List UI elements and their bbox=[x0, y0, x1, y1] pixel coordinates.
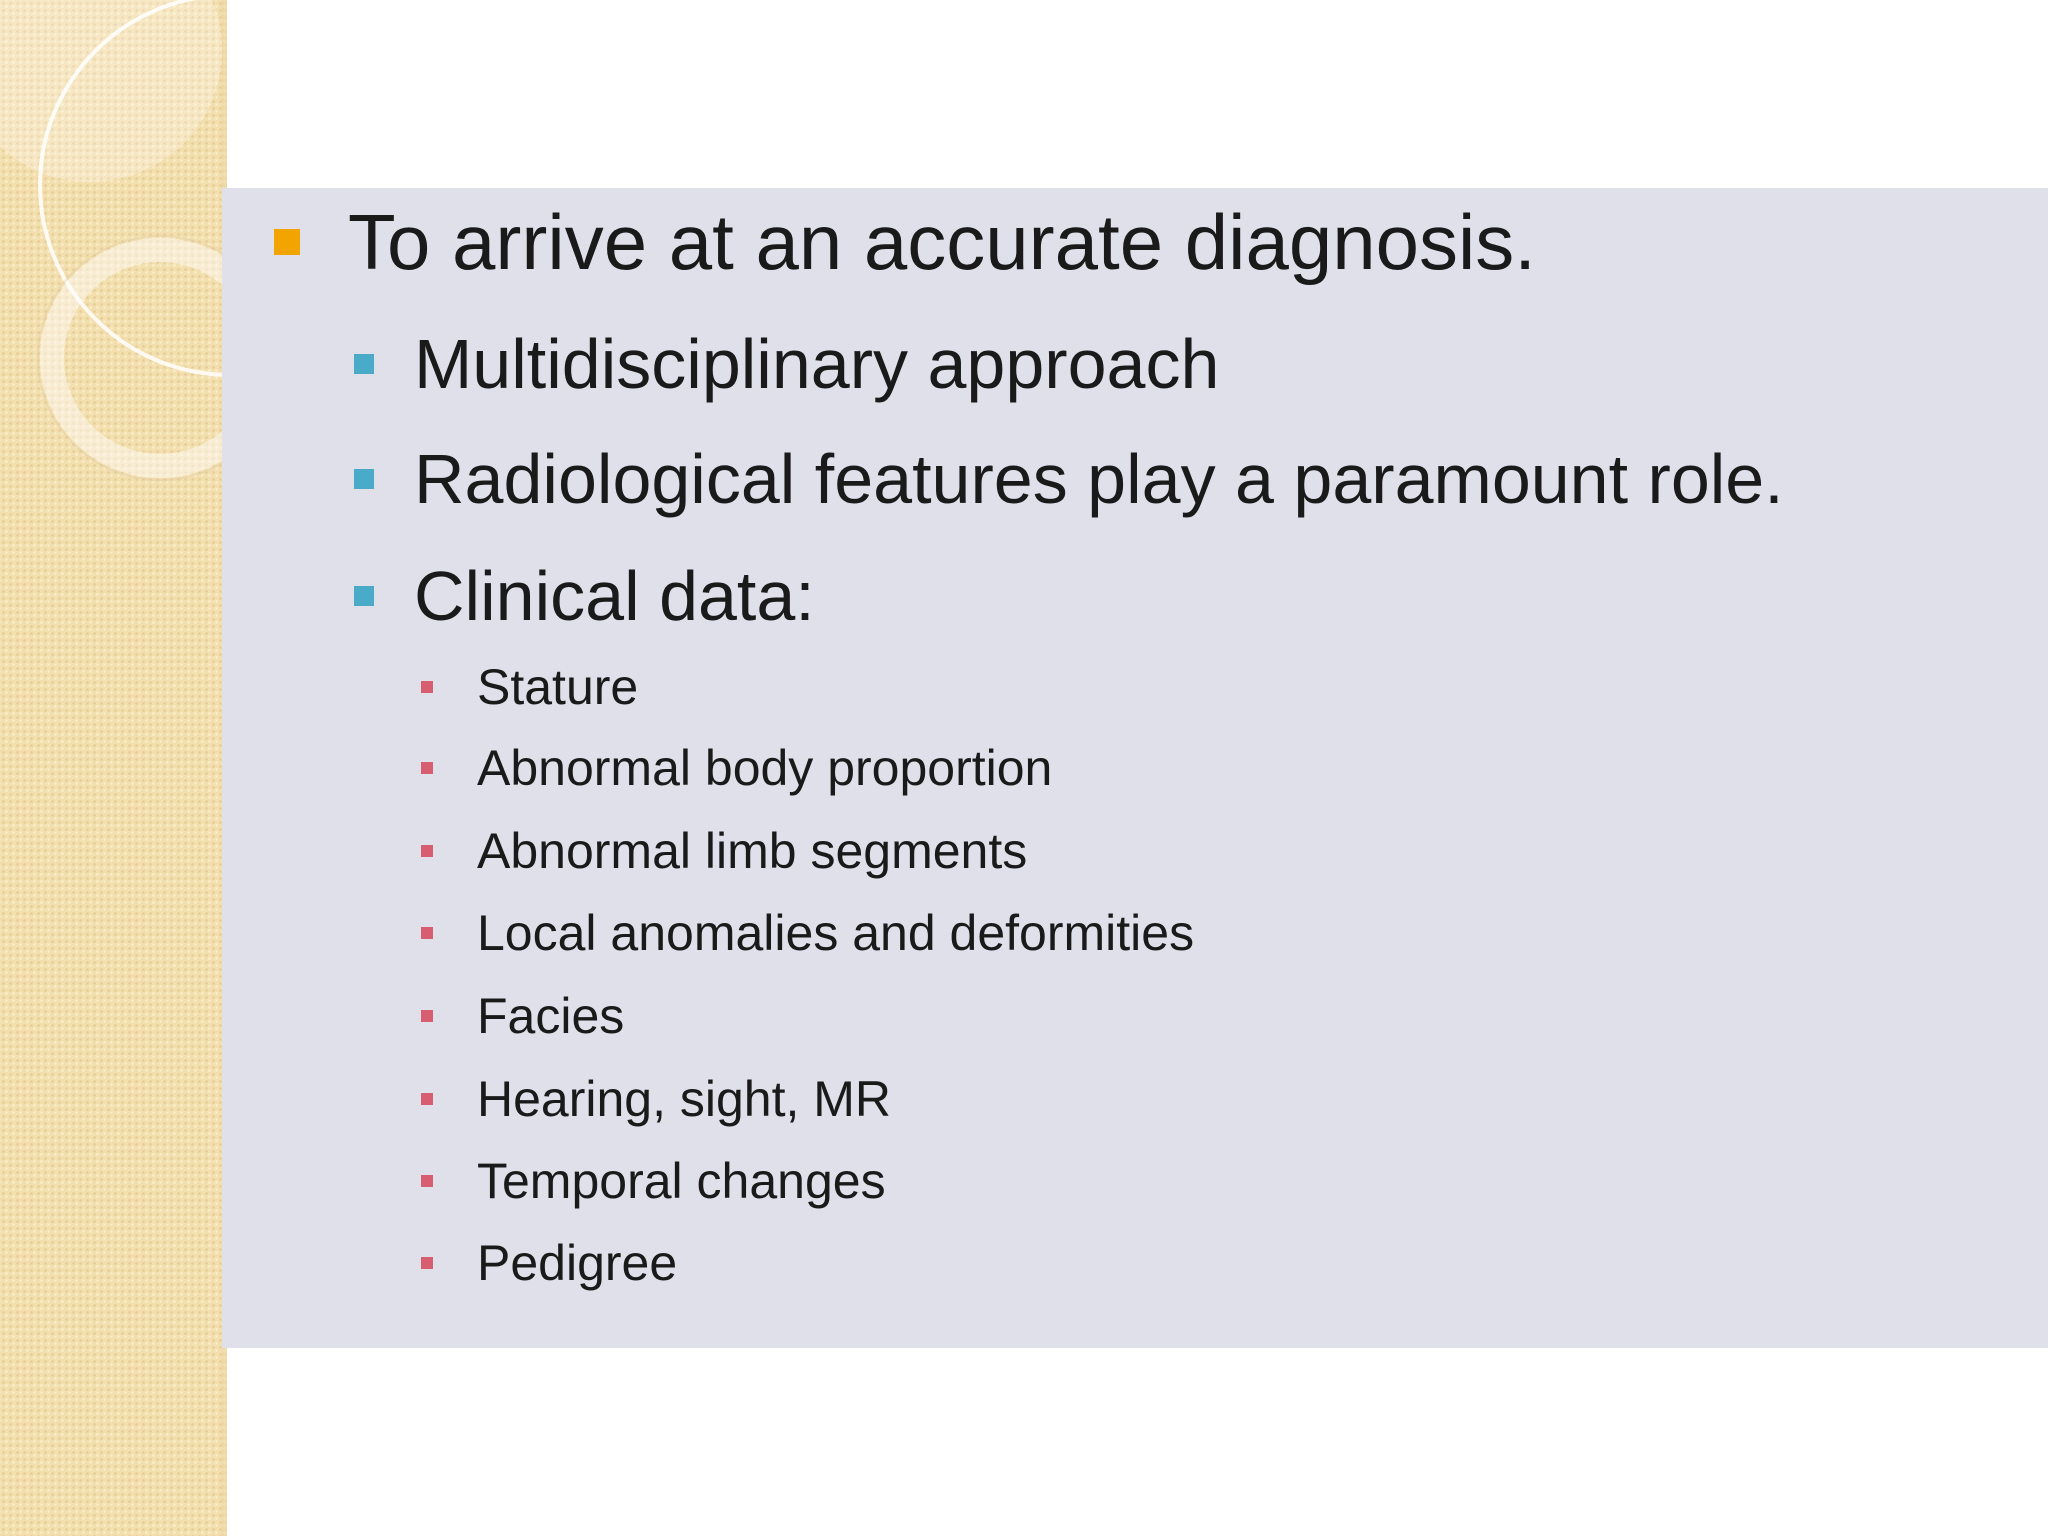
bullet-level3 bbox=[421, 1146, 886, 1216]
bullet-level3 bbox=[421, 733, 1052, 803]
bullet-text: Hearing, sight, MR bbox=[477, 1071, 892, 1127]
bullet-text: Local anomalies and deformities bbox=[477, 905, 1195, 961]
bullet-level3 bbox=[421, 898, 1194, 968]
bullet-text: Abnormal limb segments bbox=[477, 823, 1028, 879]
bullet-level2 bbox=[354, 433, 1784, 525]
square-bullet-icon bbox=[421, 1010, 433, 1022]
square-bullet-icon bbox=[421, 845, 433, 857]
square-bullet-icon bbox=[421, 1175, 433, 1187]
bullet-text: Multidisciplinary approach bbox=[414, 325, 1220, 403]
decorative-side-strip bbox=[0, 0, 227, 1536]
bullet-level1 bbox=[274, 192, 1536, 292]
square-bullet-icon bbox=[421, 681, 433, 693]
bullet-text: Pedigree bbox=[477, 1235, 678, 1291]
bullet-level3 bbox=[421, 981, 624, 1051]
square-bullet-icon bbox=[421, 1257, 433, 1269]
bullet-text: Temporal changes bbox=[477, 1153, 886, 1209]
bullet-level2 bbox=[354, 550, 815, 642]
bullet-text: Clinical data: bbox=[414, 557, 815, 635]
bullet-text: To arrive at an accurate diagnosis. bbox=[348, 197, 1536, 286]
bullet-text: Stature bbox=[477, 659, 639, 715]
square-bullet-icon bbox=[421, 762, 433, 774]
bullet-text: Facies bbox=[477, 988, 625, 1044]
square-bullet-icon bbox=[354, 469, 374, 489]
square-bullet-icon bbox=[274, 229, 300, 255]
square-bullet-icon bbox=[354, 586, 374, 606]
bullet-text: Abnormal body proportion bbox=[477, 740, 1053, 796]
bullet-level3 bbox=[421, 1228, 677, 1298]
bullet-level3 bbox=[421, 1064, 891, 1134]
bullet-level2 bbox=[354, 318, 1219, 410]
square-bullet-icon bbox=[421, 927, 433, 939]
bullet-level3 bbox=[421, 816, 1027, 886]
square-bullet-icon bbox=[354, 354, 374, 374]
bullet-level3 bbox=[421, 652, 638, 722]
bullet-text: Radiological features play a paramount role. bbox=[414, 440, 1784, 518]
square-bullet-icon bbox=[421, 1093, 433, 1105]
